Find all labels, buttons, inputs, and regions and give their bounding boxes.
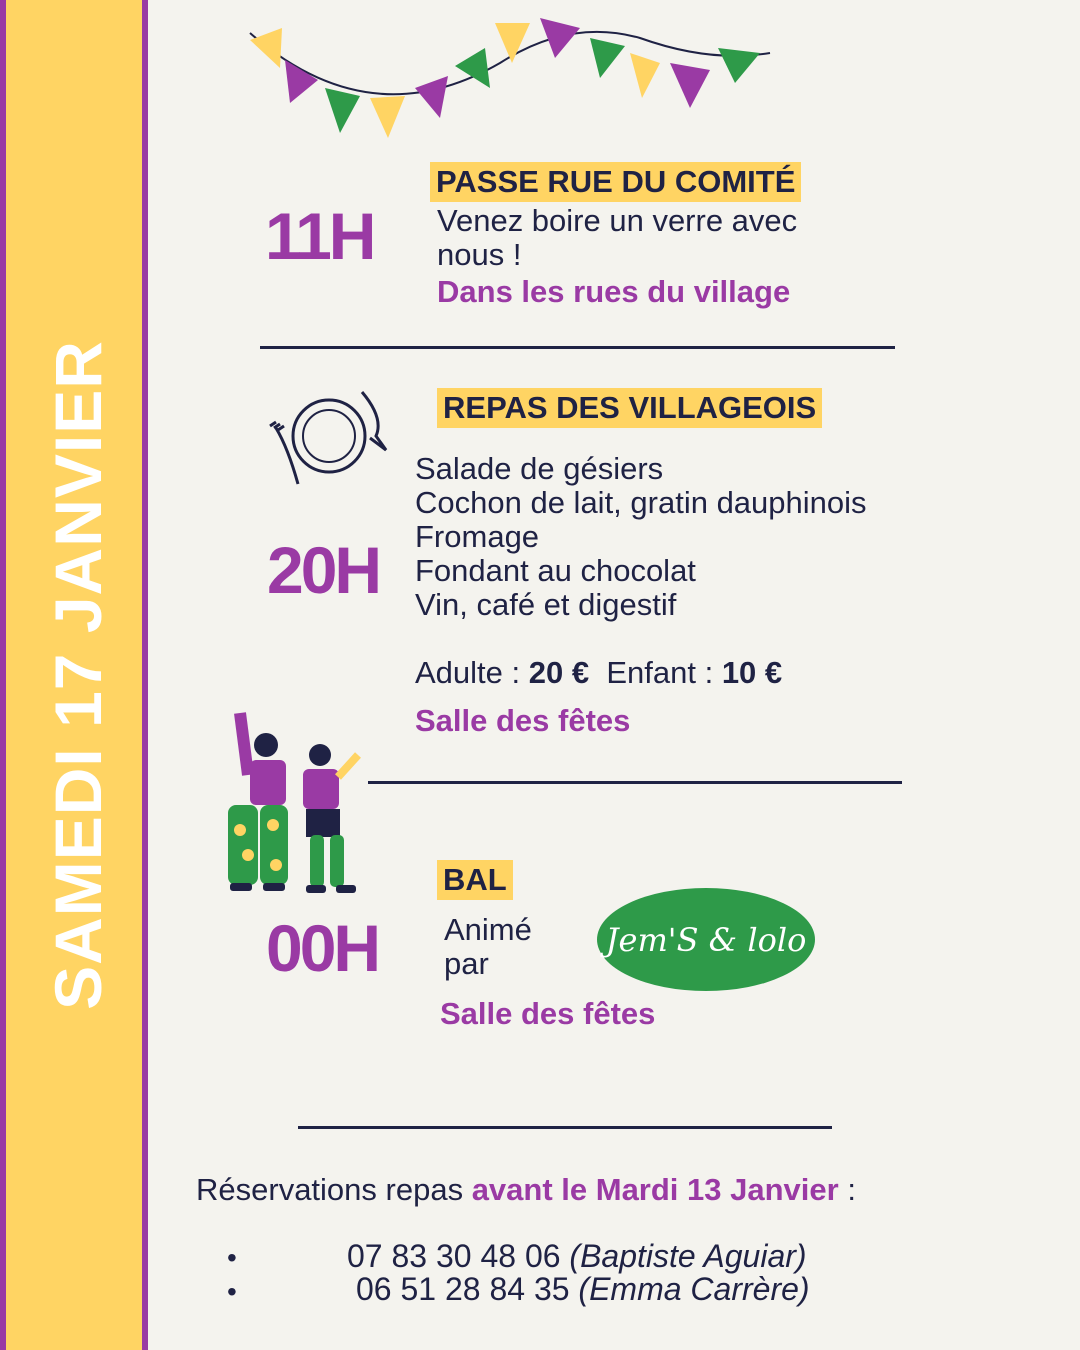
divider: [298, 1126, 832, 1129]
event2-menu: [415, 452, 867, 622]
phone-number: 07 83 30 48 06: [347, 1238, 561, 1274]
event3-anime: Animé par: [444, 912, 532, 981]
menu-item: Fromage: [415, 519, 540, 554]
bunting-decoration: [240, 8, 780, 148]
dancing-couple-illustration: [218, 705, 368, 900]
divider: [368, 781, 902, 784]
event2-prices: Adulte : 20 € Enfant : 10 €: [415, 655, 783, 690]
contact-line: [347, 1238, 807, 1275]
divider: [260, 346, 895, 349]
menu-item: Cochon de lait, gratin dauphinois: [415, 485, 867, 520]
contact-line: [356, 1271, 810, 1308]
event1-title: PASSE RUE DU COMITÉ: [430, 162, 801, 202]
band-logo: Jem'S & lolo: [597, 888, 815, 991]
menu-item: Vin, café et digestif: [415, 587, 677, 622]
event3-time: 00H: [266, 911, 379, 985]
event2-title: REPAS DES VILLAGEOIS: [437, 388, 822, 428]
event1-time: 11H: [265, 199, 374, 273]
event3-title: BAL: [437, 860, 513, 900]
event1-description: Venez boire un verre avec nous !: [437, 203, 798, 272]
reservation-deadline: avant le Mardi 13 Janvier: [471, 1172, 839, 1207]
plate-cutlery-icon: [266, 388, 390, 490]
contact-name: (Baptiste Aguiar): [569, 1238, 807, 1274]
event1-place: Dans les rues du village: [437, 274, 791, 309]
phone-number: 06 51 28 84 35: [356, 1271, 570, 1307]
menu-item: Salade de gésiers: [415, 451, 664, 486]
date-sidebar: [0, 0, 148, 1350]
reservation-text: Réservations repas avant le Mardi 13 Janvier :: [196, 1172, 856, 1207]
date-banner: SAMEDI 17 JANVIER: [41, 340, 115, 1010]
bullet: •: [227, 1276, 237, 1307]
event2-place: Salle des fêtes: [415, 703, 631, 738]
event2-time: 20H: [267, 533, 380, 607]
event3-place: Salle des fêtes: [440, 996, 656, 1031]
menu-item: Fondant au chocolat: [415, 553, 696, 588]
contact-name: (Emma Carrère): [578, 1271, 810, 1307]
bullet: •: [227, 1242, 237, 1273]
